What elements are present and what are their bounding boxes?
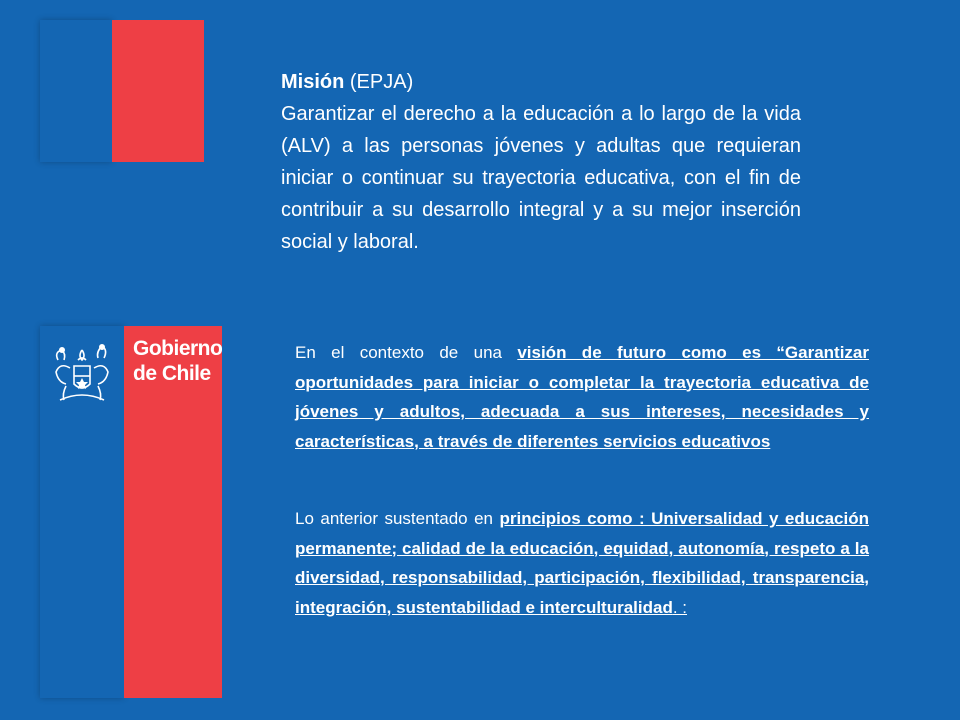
mission-body: Garantizar el derecho a la educación a lo largo de la vida (ALV) a las personas jóvenes y adultas que requieran iniciar o continuar su trayectoria educativa, con el fin de contribuir a su desarrollo integral y a su mejor inserción social y laboral. xyxy=(281,103,801,253)
principles-tail[interactable]: . : xyxy=(672,597,688,617)
brand-logo-text xyxy=(133,336,223,386)
decorative-blue-block-top xyxy=(40,20,112,162)
vision-paragraph xyxy=(295,338,869,456)
brand-line-1: Gobierno xyxy=(133,337,223,360)
coat-of-arms-icon xyxy=(48,338,116,408)
brand-line-2: de Chile xyxy=(133,362,211,385)
mission-title-bold: Misión xyxy=(281,71,345,93)
mission-title xyxy=(281,66,801,98)
vision-intro: En el contexto de una xyxy=(295,343,518,362)
principles-intro: Lo anterior sustentado en xyxy=(295,509,500,528)
mission-title-rest: (EPJA) xyxy=(344,71,414,93)
mission-section xyxy=(281,66,801,258)
principles-link[interactable]: principios como : Universalidad y educación permanente; calidad de la educación, equidad, autonomía, respeto a la diversidad, responsabilidad, participación, flexibilidad, transparencia, integración, sustentabilidad e interculturalidad xyxy=(295,509,870,617)
principles-paragraph xyxy=(295,504,869,622)
vision-link[interactable]: visión de futuro como es “Garantizar oportunidades para iniciar o completar la trayectoria educativa de jóvenes y adultos, adecuada a sus intereses, necesidades y características, a través de diferentes servicios educativos xyxy=(295,343,869,451)
decorative-red-block-top xyxy=(112,20,204,162)
